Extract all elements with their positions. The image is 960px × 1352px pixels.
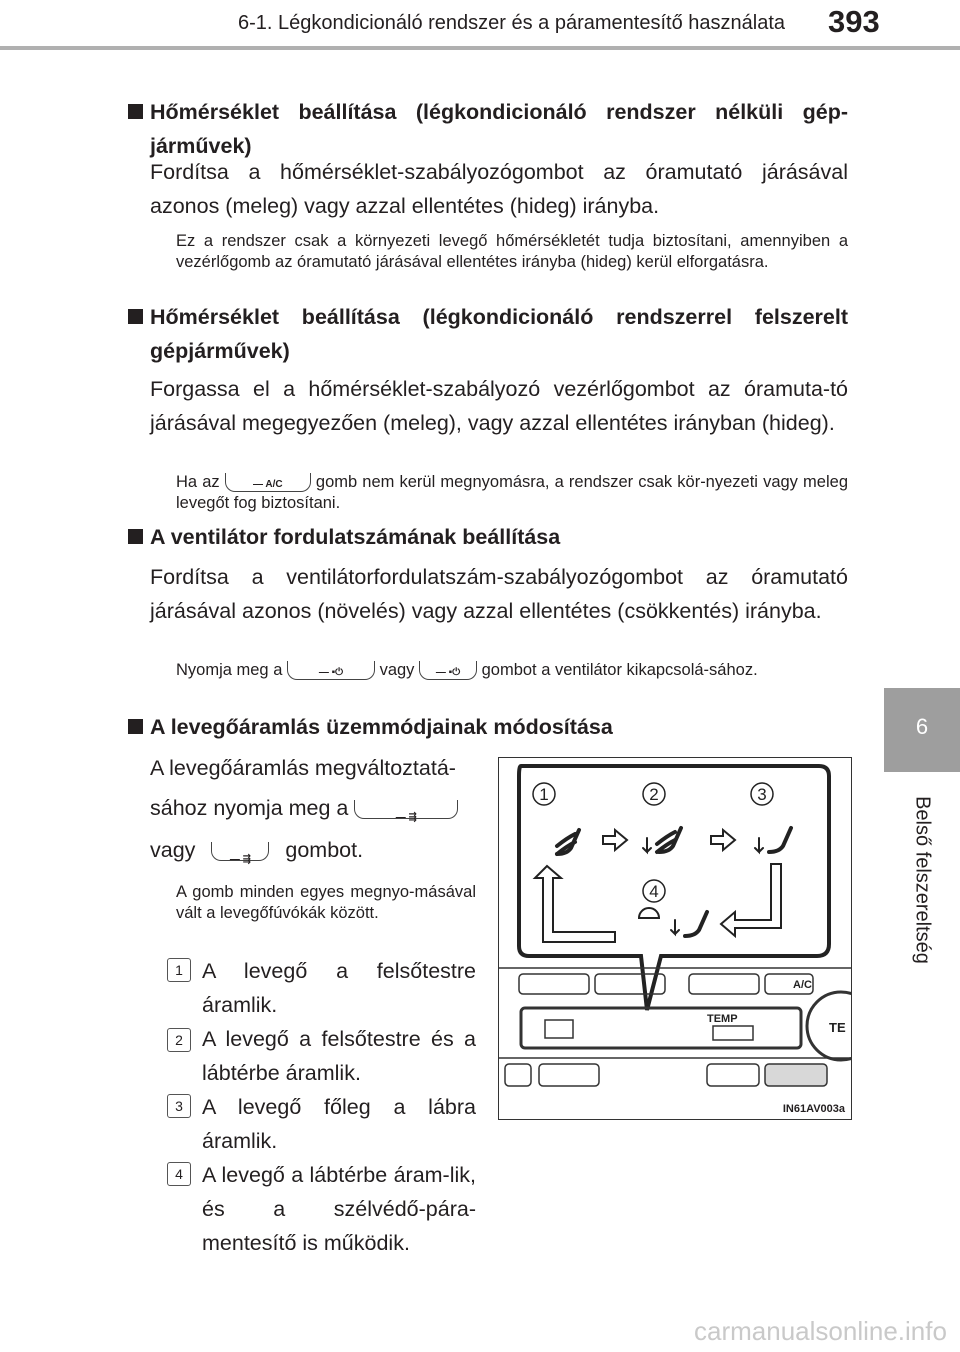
mode-text-1: A levegő a felsőtestre áramlik.: [202, 959, 476, 1017]
section-heading-text: Hőmérséklet beállítása (légkondicionáló rendszerrel felszerelt gépjárművek): [150, 305, 848, 363]
section-body-4c: [150, 833, 475, 867]
callout-label-4: 4: [649, 882, 659, 901]
page-number: 393: [828, 4, 880, 39]
callout-label-2: 2: [649, 785, 659, 804]
section-heading-2: [128, 300, 848, 368]
section-body-4a: A levegőáramlás megváltoztatá-: [150, 756, 456, 780]
mode-number-4: 4: [167, 1162, 191, 1186]
panel-knob-label: TE: [829, 1020, 846, 1035]
note-text: vagy: [379, 661, 415, 679]
section-note-2: [176, 472, 848, 514]
section-heading-text: Hőmérséklet beállítása (légkondicionáló rendszer nélküli gép-járművek): [150, 100, 848, 158]
chapter-number: 6: [915, 714, 929, 739]
note-text: Ha az: [176, 473, 220, 491]
airflow-diagram: [499, 758, 851, 1119]
air-mode-button-icon: — ⇶: [354, 800, 458, 819]
note-text: Nyomja meg a: [176, 661, 283, 679]
section-note-3: [176, 660, 848, 681]
note-text: gomb nem kerül megnyomásra, a rendszer csak kör-nyezeti vagy meleg levegőt fog biztosítani.: [176, 473, 848, 512]
mode-number-2: 2: [167, 1028, 191, 1052]
body-text: sához nyomja meg a: [150, 796, 349, 820]
callout-label-3: 3: [757, 785, 767, 804]
section-body-3: Fordítsa a ventilátorfordulatszám-szabályozógombot az óramutató járásával azonos (növelés) vagy azzal ellentétes (csökkentés) irányba.: [150, 565, 848, 623]
chapter-label: Belső felszereltség: [911, 796, 934, 964]
figure-id: IN61AV003a: [782, 1103, 845, 1115]
section-heading-3: [128, 520, 848, 554]
section-heading-text: A ventilátor fordulatszámának beállítása: [150, 525, 561, 549]
mode-text-3: A levegő főleg a lábra áramlik.: [202, 1095, 476, 1153]
ac-button-label: A/C: [265, 479, 283, 491]
callout-label-1: 1: [539, 785, 549, 804]
mode-number-1: 1: [167, 958, 191, 982]
header-title: 6-1. Légkondicionáló rendszer és a páramentesítő használata: [238, 12, 786, 34]
section-note-1: Ez a rendszer csak a környezeti levegő hőmérsékletét tudja biztosítani, amennyiben a vezérlőgomb az óramutató járásával ellentétes irányba (hideg) kerül elforgatásra.: [176, 232, 848, 271]
panel-temp-label: TEMP: [707, 1013, 738, 1025]
bullet-square-icon: [128, 719, 143, 734]
section-body-2: Forgassa el a hőmérséklet-szabályozó vezérlőgombot az óramuta-tó járásával megegyezően (meleg), vagy azzal ellentétes irányban (hideg).: [150, 377, 848, 435]
fan-off-button-icon: — ▪⏻: [419, 661, 477, 680]
body-text: gombot.: [285, 838, 364, 862]
mode-text-2: A levegő a felsőtestre és a lábtérbe áramlik.: [202, 1027, 476, 1085]
section-body-1: Fordítsa a hőmérséklet-szabályozógombot az óramutató járásával azonos (meleg) vagy azzal ellentétes (hideg) irányba.: [150, 160, 848, 218]
chapter-tab: [884, 688, 960, 772]
section-note-4: A gomb minden egyes megnyo-másával vált a levegőfúvókák között.: [176, 883, 476, 922]
bullet-square-icon: [128, 104, 143, 119]
fan-off-button-icon: — ▪⏻: [287, 661, 375, 680]
header-rule: [0, 46, 960, 50]
section-heading-1: [128, 95, 848, 163]
airflow-figure: [498, 757, 852, 1120]
body-text: vagy: [150, 838, 196, 862]
air-mode-button-icon: — ⇶: [211, 842, 269, 861]
section-body-4b: [150, 791, 475, 825]
section-heading-text: A levegőáramlás üzemmódjainak módosítása: [150, 715, 613, 739]
ac-button-icon: — A/C: [225, 473, 311, 492]
bullet-square-icon: [128, 309, 143, 324]
section-heading-4: [128, 710, 848, 744]
mode-number-3: 3: [167, 1094, 191, 1118]
note-text: gombot a ventilátor kikapcsolá-sához.: [481, 661, 758, 679]
bullet-square-icon: [128, 529, 143, 544]
panel-ac-label: A/C: [793, 979, 812, 991]
mode-text-4: A levegő a lábtérbe áram-lik, és a szélvédő-pára-mentesítő is működik.: [202, 1163, 476, 1255]
watermark: carmanualsonline.info: [694, 1316, 947, 1346]
